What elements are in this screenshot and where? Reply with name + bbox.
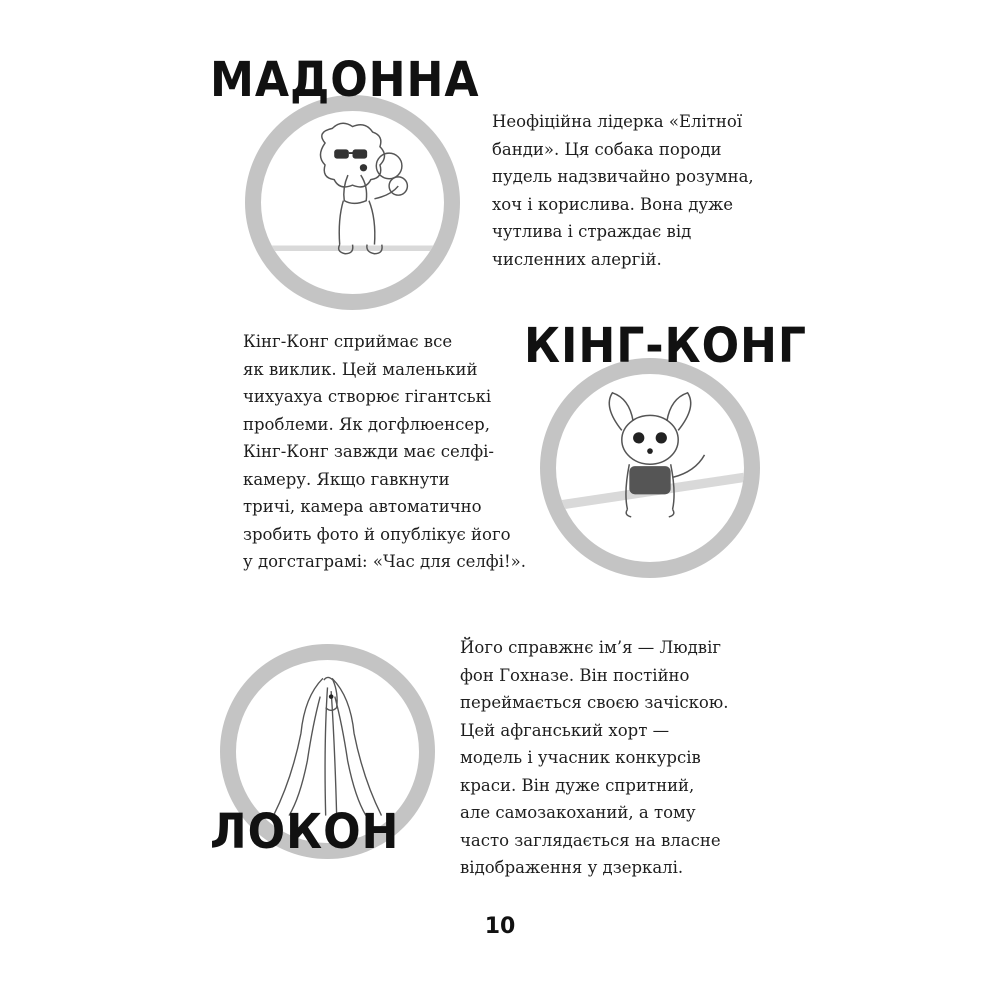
description-line: Його справжнє ім’я — Людвіг	[460, 638, 721, 657]
description-line: зробить фото й опублікує його	[243, 524, 511, 544]
description-line: як виклик. Цей маленький	[243, 359, 478, 379]
description-line: Кінг-Конг завжди має селфі-	[243, 442, 494, 461]
description-line: часто заглядається на власне	[460, 830, 721, 850]
description-line: переймається своєю зачіскою.	[460, 693, 729, 712]
page-number: 10	[484, 914, 516, 939]
madonna-heading: МАДОННА	[210, 52, 480, 108]
lokon-description	[460, 634, 728, 882]
madonna-portrait-frame	[245, 95, 460, 310]
description-line: чутлива і страждає від	[492, 222, 692, 241]
chihuahua-illustration	[556, 374, 744, 562]
poodle-illustration	[261, 111, 444, 294]
description-line: Цей афганський хорт —	[460, 720, 670, 740]
description-line: пудель надзвичайно розумна,	[492, 167, 754, 186]
king-kong-portrait-frame	[540, 358, 760, 578]
lokon-heading: ЛОКОН	[210, 804, 400, 860]
madonna-description	[492, 108, 754, 273]
description-line: Кінг-Конг сприймає все	[243, 332, 453, 351]
description-line: банди». Ця собака породи	[492, 139, 722, 159]
description-line: численних алергій.	[492, 249, 662, 269]
description-line: але самозакоханий, а тому	[460, 803, 696, 822]
description-line: модель і учасник конкурсів	[460, 748, 701, 767]
description-line: краси. Він дуже спритний,	[460, 775, 695, 795]
description-line: тричі, камера автоматично	[243, 497, 482, 516]
description-line: проблеми. Як догфлюенсер,	[243, 414, 490, 434]
description-line: фон Гохназе. Він постійно	[460, 665, 690, 685]
description-line: Неофіційна лідерка «Елітної	[492, 112, 743, 131]
description-line: хоч і корислива. Вона дуже	[492, 194, 734, 214]
description-line: камеру. Якщо гавкнути	[243, 469, 450, 489]
king-kong-heading: КІНГ-КОНГ	[524, 318, 807, 374]
description-line: у догстаграмі: «Час для селфі!».	[243, 552, 526, 571]
king-kong-description	[243, 328, 526, 576]
description-line: чихуахуа створює гігантські	[243, 387, 492, 406]
description-line: відображення у дзеркалі.	[460, 858, 684, 877]
